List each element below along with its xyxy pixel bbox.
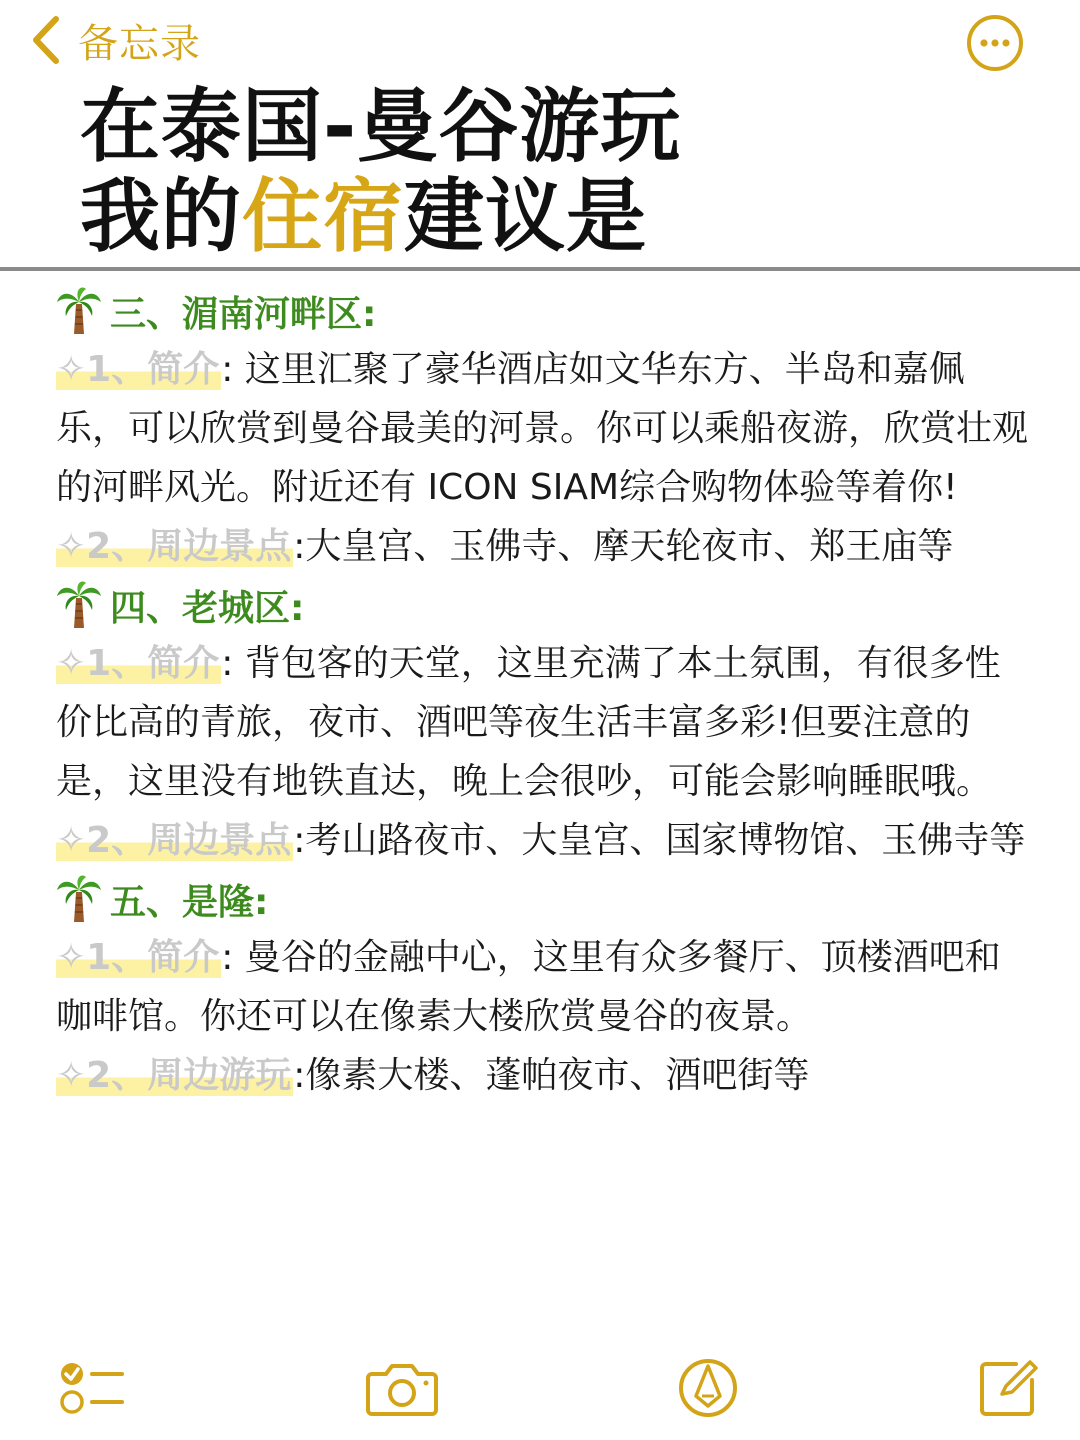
section-heading <box>56 576 1036 634</box>
nearby-label: ✧2、周边景点 <box>56 820 292 861</box>
title-line-2-suffix: 建议是 <box>404 170 647 263</box>
section-heading-text: 四、老城区: <box>110 587 305 629</box>
section-heading-text: 五、是隆: <box>110 881 269 923</box>
nearby-label: ✧2、周边游玩 <box>56 1055 292 1096</box>
nearby-text: 考山路夜市、大皇宫、国家博物馆、玉佛寺等 <box>305 820 1026 861</box>
markup-pen-icon[interactable] <box>676 1356 740 1420</box>
camera-icon[interactable] <box>364 1356 440 1420</box>
back-button[interactable] <box>28 12 201 68</box>
title-line-2-prefix: 我的 <box>80 170 242 263</box>
section-intro <box>56 340 1036 517</box>
intro-text: 背包客的天堂，这里充满了本土氛围，有很多性价比高的青旅，夜市、酒吧等夜生活丰富多彩!但要注意的是，这里没有地铁直达，晚上会很吵，可能会影响睡眠哦。 <box>56 643 1001 802</box>
section-intro <box>56 634 1036 811</box>
title-highlight: 住宿 <box>242 170 404 263</box>
ellipsis-circle-icon[interactable] <box>966 14 1024 72</box>
nearby-separator: : <box>293 1055 306 1096</box>
section-heading <box>56 282 1036 340</box>
title-divider <box>0 267 1080 271</box>
title-line-2 <box>80 172 681 262</box>
palm-tree-icon <box>56 286 102 336</box>
note-body <box>56 282 1036 1105</box>
intro-text: 这里汇聚了豪华酒店如文华东方、半岛和嘉佩乐，可以欣赏到曼谷最美的河景。你可以乘船夜游，欣赏壮观的河畔风光。附近还有 ICON SIAM综合购物体验等着你! <box>56 349 1029 508</box>
nearby-text: 大皇宫、玉佛寺、摩天轮夜市、郑王庙等 <box>305 526 954 567</box>
intro-text: 曼谷的金融中心，这里有众多餐厅、顶楼酒吧和咖啡馆。你还可以在像素大楼欣赏曼谷的夜景。 <box>56 937 1001 1037</box>
section-nearby <box>56 1046 1036 1105</box>
section-nearby <box>56 517 1036 576</box>
intro-separator: : <box>221 937 245 978</box>
intro-label: ✧1、简介 <box>56 349 220 390</box>
chevron-left-icon <box>28 13 64 67</box>
intro-label: ✧1、简介 <box>56 643 220 684</box>
intro-separator: : <box>221 349 245 390</box>
compose-icon[interactable] <box>976 1356 1040 1420</box>
section-nearby <box>56 811 1036 870</box>
back-label: 备忘录 <box>78 20 201 67</box>
intro-separator: : <box>221 643 245 684</box>
title-line-1: 在泰国-曼谷游玩 <box>80 80 682 173</box>
section-intro <box>56 928 1036 1046</box>
palm-tree-icon <box>56 874 102 924</box>
note-title <box>80 82 681 262</box>
intro-label: ✧1、简介 <box>56 937 220 978</box>
section-heading-text: 三、湄南河畔区: <box>110 293 377 335</box>
palm-tree-icon <box>56 580 102 630</box>
nearby-label: ✧2、周边景点 <box>56 526 292 567</box>
nearby-separator: : <box>293 526 306 567</box>
section-heading <box>56 870 1036 928</box>
nearby-separator: : <box>293 820 306 861</box>
checklist-icon[interactable] <box>56 1356 128 1420</box>
nearby-text: 像素大楼、蓬帕夜市、酒吧街等 <box>305 1055 810 1096</box>
bottom-toolbar <box>0 1350 1080 1440</box>
navigation-bar <box>0 0 1080 84</box>
